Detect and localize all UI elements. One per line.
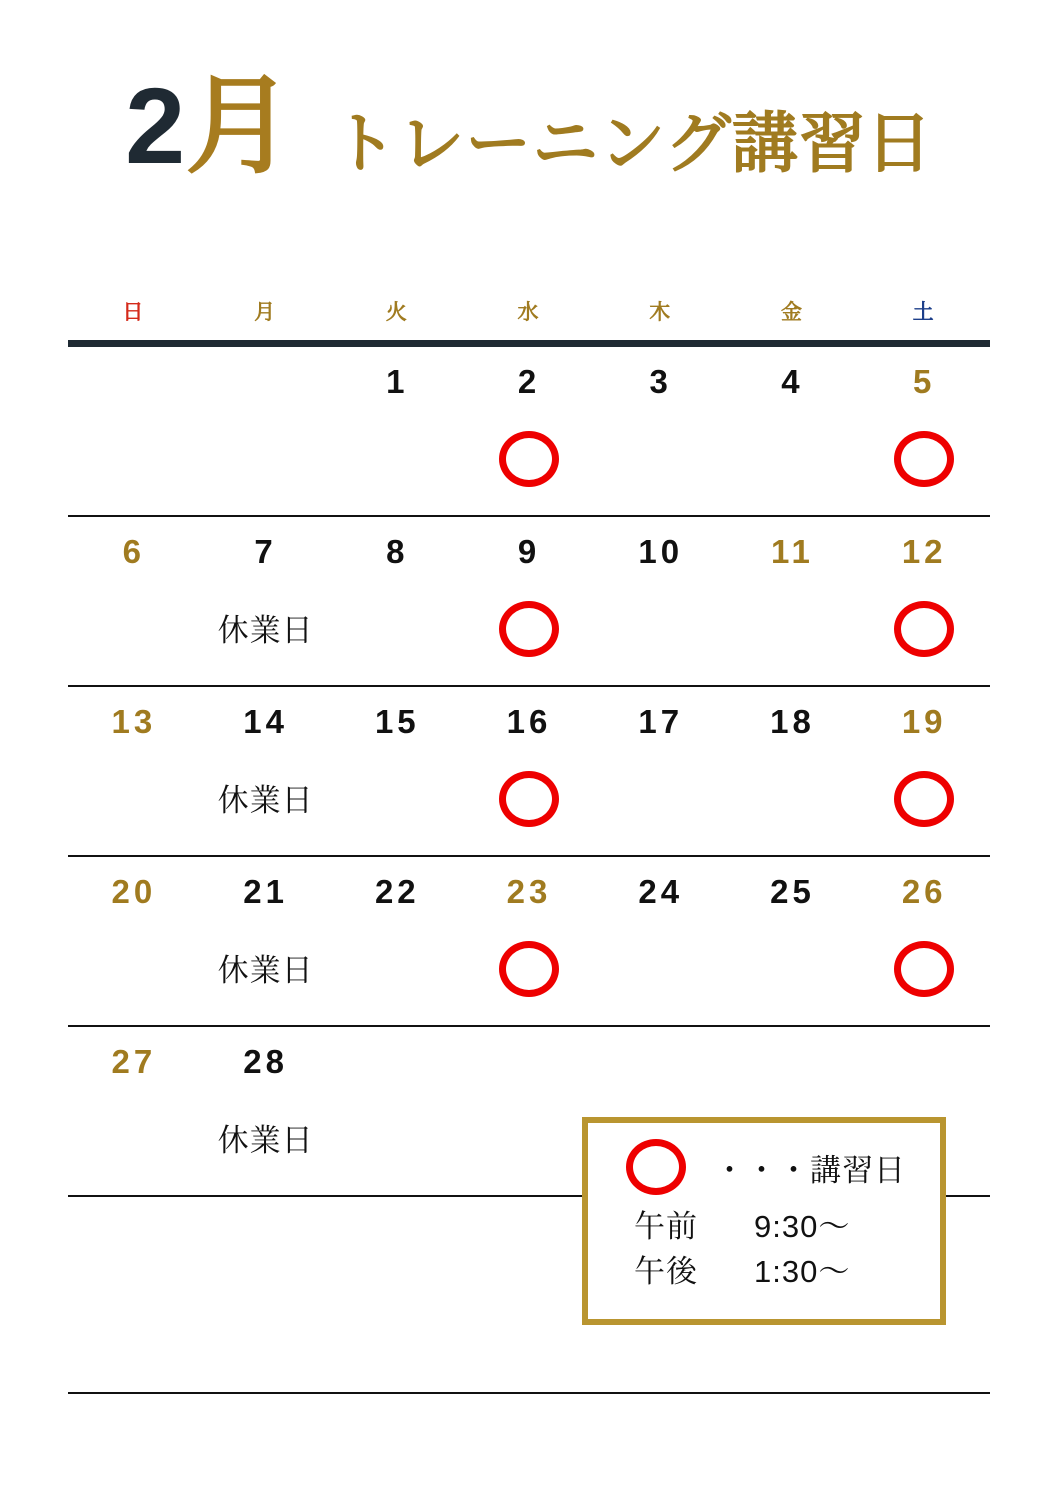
training-day-circle-icon	[894, 941, 954, 997]
day-number: 2	[517, 363, 541, 400]
day-cell	[595, 517, 727, 685]
day-cell	[595, 347, 727, 515]
day-cell	[463, 517, 595, 685]
day-cell	[331, 517, 463, 685]
day-number: 26	[901, 873, 947, 910]
day-number: 16	[506, 703, 552, 740]
day-cell	[463, 347, 595, 515]
day-number: 24	[638, 873, 684, 910]
day-cell	[200, 687, 332, 855]
day-number: 28	[243, 1043, 288, 1080]
legend-box	[582, 1117, 946, 1325]
day-cell	[200, 1027, 332, 1195]
day-cell	[858, 517, 990, 685]
day-number: 9	[517, 533, 541, 570]
calendar-week-row	[68, 517, 990, 685]
day-number: 27	[111, 1043, 157, 1080]
day-cell	[727, 687, 859, 855]
closed-day-label: 休業日	[217, 1123, 314, 1158]
closed-day-label: 休業日	[217, 613, 314, 648]
day-number: 22	[374, 873, 420, 910]
day-number: 6	[122, 533, 146, 570]
weekday-mon: 月	[254, 301, 278, 324]
day-cell	[595, 857, 727, 1025]
day-cell	[68, 347, 200, 515]
day-cell	[727, 517, 859, 685]
day-cell	[331, 347, 463, 515]
training-day-circle-icon	[894, 601, 954, 657]
legend-afternoon-value: 1:30〜	[754, 1253, 851, 1289]
day-cell	[463, 687, 595, 855]
day-number: 21	[243, 873, 288, 910]
day-cell	[858, 347, 990, 515]
day-number: 8	[386, 533, 409, 570]
weekday-tue: 火	[385, 301, 409, 324]
day-number: 20	[111, 873, 157, 910]
day-cell	[68, 1027, 200, 1195]
day-cell	[858, 687, 990, 855]
day-cell	[595, 687, 727, 855]
title-subtitle: トレーニング講習日	[331, 106, 933, 180]
day-cell	[331, 687, 463, 855]
weekday-sat: 土	[912, 301, 936, 324]
training-day-circle-icon	[626, 1139, 686, 1195]
header-divider	[68, 340, 990, 347]
day-number: 12	[901, 533, 947, 570]
weekday-sun: 日	[122, 301, 146, 324]
day-number: 10	[638, 533, 684, 570]
legend-morning-value: 9:30〜	[754, 1209, 851, 1244]
closed-day-label: 休業日	[217, 953, 314, 988]
closed-day-label: 休業日	[217, 783, 314, 818]
training-day-circle-icon	[894, 431, 954, 487]
day-cell	[727, 347, 859, 515]
legend-circle-row	[588, 1123, 940, 1195]
training-day-circle-icon	[894, 771, 954, 827]
day-number: 17	[638, 703, 684, 740]
day-number: 1	[386, 363, 409, 400]
legend-afternoon-label: 午後	[634, 1253, 698, 1289]
day-number: 19	[901, 703, 947, 740]
weekday-thu: 木	[649, 301, 673, 324]
day-number: 18	[770, 703, 815, 740]
day-number: 23	[506, 873, 552, 910]
footer-divider	[68, 1392, 990, 1394]
day-number: 25	[770, 873, 815, 910]
training-day-circle-icon	[499, 941, 559, 997]
day-cell	[68, 687, 200, 855]
day-cell	[331, 857, 463, 1025]
calendar	[68, 296, 990, 1197]
day-cell	[68, 517, 200, 685]
page-title	[0, 65, 1058, 186]
title-month-kanji: 月	[185, 65, 294, 186]
day-number: 3	[649, 363, 672, 400]
legend-times	[588, 1195, 940, 1295]
calendar-week-row	[68, 347, 990, 515]
legend-time-row-morning	[634, 1205, 940, 1250]
legend-morning-label: 午前	[634, 1209, 698, 1244]
title-month-number: 2	[125, 65, 184, 186]
day-cell	[200, 517, 332, 685]
day-cell	[858, 857, 990, 1025]
calendar-week-row	[68, 687, 990, 855]
day-cell	[331, 1027, 463, 1195]
day-cell	[68, 857, 200, 1025]
day-number: 5	[912, 363, 936, 400]
weekday-header-row	[68, 296, 990, 340]
day-cell	[463, 1027, 595, 1195]
weekday-fri: 金	[780, 301, 804, 324]
day-cell	[200, 857, 332, 1025]
legend-circle-label: ・・・講習日	[714, 1152, 906, 1188]
day-number: 13	[111, 703, 157, 740]
day-cell	[727, 857, 859, 1025]
day-number: 15	[374, 703, 420, 740]
training-day-circle-icon	[499, 431, 559, 487]
day-cell	[200, 347, 332, 515]
day-number: 11	[771, 533, 814, 570]
weekday-wed: 水	[517, 301, 541, 324]
calendar-week-row	[68, 857, 990, 1025]
training-day-circle-icon	[499, 771, 559, 827]
day-cell	[463, 857, 595, 1025]
legend-time-row-afternoon	[634, 1250, 940, 1295]
day-number: 4	[781, 363, 804, 400]
day-number: 14	[243, 703, 288, 740]
day-number: 7	[254, 533, 277, 570]
training-day-circle-icon	[499, 601, 559, 657]
